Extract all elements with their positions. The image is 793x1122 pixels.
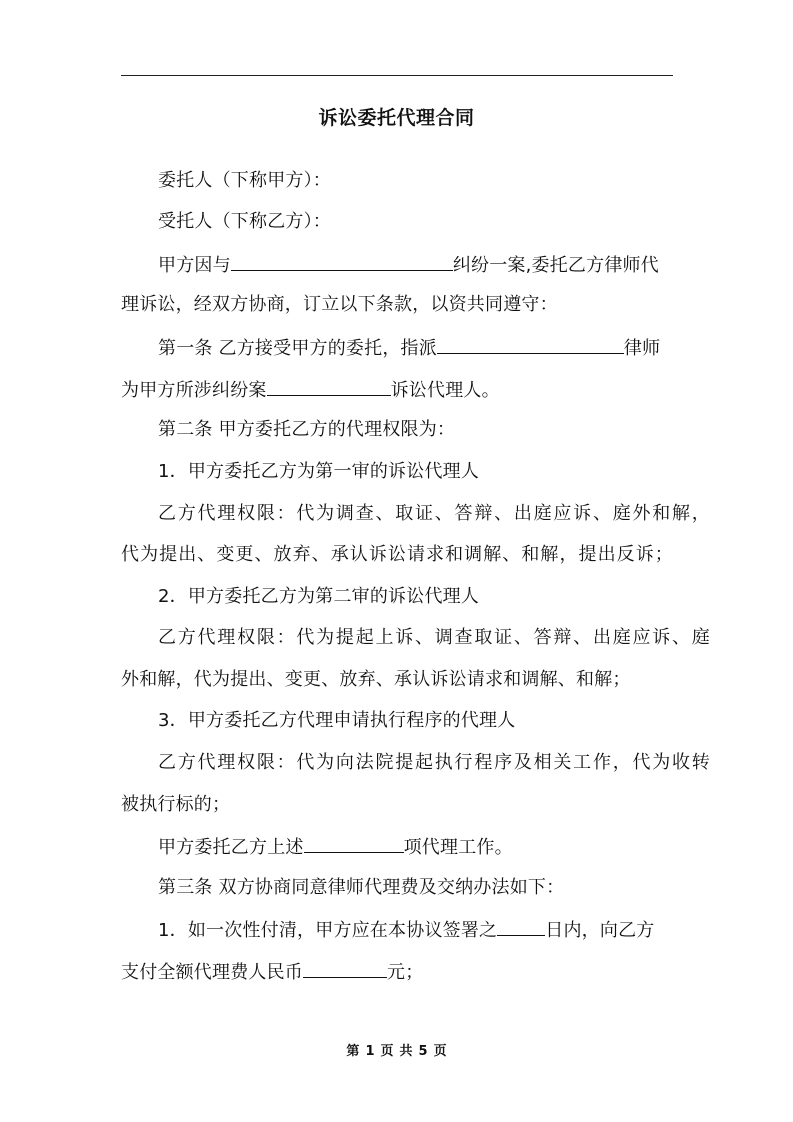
clause-dispute-cont: 理诉讼，经双方协商，订立以下条款，以资共同遵守：: [121, 294, 558, 315]
article-2-item-3-scope: 乙方代理权限：代为向法院提起执行程序及相关工作，代为收转: [158, 752, 710, 773]
text-segment: 甲方委托乙方上述: [158, 837, 304, 858]
clause-dispute: [121, 251, 710, 279]
text-segment: 元；: [387, 962, 424, 983]
article-3-item-1: [121, 916, 710, 944]
article-2: 第二条 甲方委托乙方的代理权限为：: [158, 419, 456, 440]
article-3: 第三条 双方协商同意律师代理费及交纳办法如下：: [158, 877, 565, 898]
blank-field-case[interactable]: [267, 376, 391, 396]
page-label: 共: [399, 1044, 413, 1059]
page-footer: [0, 1043, 793, 1061]
text-segment: 1．如一次性付清，甲方应在本协议签署之: [158, 920, 498, 941]
blank-field-lawyer[interactable]: [437, 334, 624, 354]
clause-agent: 受托人（下称乙方）：: [158, 211, 331, 232]
text-segment: 为甲方所涉纠纷案: [121, 380, 267, 401]
text-segment: 日内，向乙方: [545, 920, 655, 941]
page-total: 5: [418, 1044, 428, 1059]
article-1: [121, 334, 710, 362]
page-label: 页: [433, 1044, 447, 1059]
article-2-item-2: 2．甲方委托乙方为第二审的诉讼代理人: [158, 586, 480, 607]
blank-field-party[interactable]: [231, 251, 453, 271]
clause-principal: 委托人（下称甲方）：: [158, 170, 331, 191]
text-segment: 律师: [623, 338, 661, 359]
article-2-item-1-scope-cont: 代为提出、变更、放弃、承认诉讼请求和调解、和解，提出反诉；: [121, 544, 673, 565]
header-rule: [121, 75, 673, 76]
document-title: 诉讼委托代理合同: [318, 107, 475, 129]
blank-field-days[interactable]: [497, 916, 545, 936]
text-segment: 支付全额代理费人民币: [121, 962, 303, 983]
page-label: 页: [380, 1044, 394, 1059]
article-2-item-2-scope-cont: 外和解，代为提出、变更、放弃、承认诉讼请求和调解、和解；: [121, 669, 631, 690]
blank-field-items[interactable]: [304, 833, 404, 853]
article-2-item-3: 3．甲方委托乙方代理申请执行程序的代理人: [158, 710, 516, 731]
text-segment: 甲方因与: [158, 255, 231, 276]
text-segment: 纠纷一案,委托乙方律师代: [452, 255, 659, 276]
article-2-items-count: [121, 833, 710, 861]
text-segment: 第一条 乙方接受甲方的委托，指派: [158, 338, 437, 359]
page-label: 第: [346, 1044, 360, 1059]
article-2-item-1-scope: 乙方代理权限：代为调查、取证、答辩、出庭应诉、庭外和解，: [158, 503, 710, 524]
article-2-item-2-scope: 乙方代理权限：代为提起上诉、调查取证、答辩、出庭应诉、庭: [158, 627, 710, 648]
article-1-cont: [121, 376, 673, 404]
blank-field-amount[interactable]: [303, 958, 387, 978]
page-current: 1: [365, 1044, 375, 1059]
article-3-item-1-cont: [121, 958, 673, 986]
text-segment: 项代理工作。: [403, 837, 513, 858]
text-segment: 诉讼代理人。: [390, 380, 500, 401]
article-2-item-1: 1．甲方委托乙方为第一审的诉讼代理人: [158, 461, 480, 482]
article-2-item-3-scope-cont: 被执行标的；: [121, 794, 231, 815]
